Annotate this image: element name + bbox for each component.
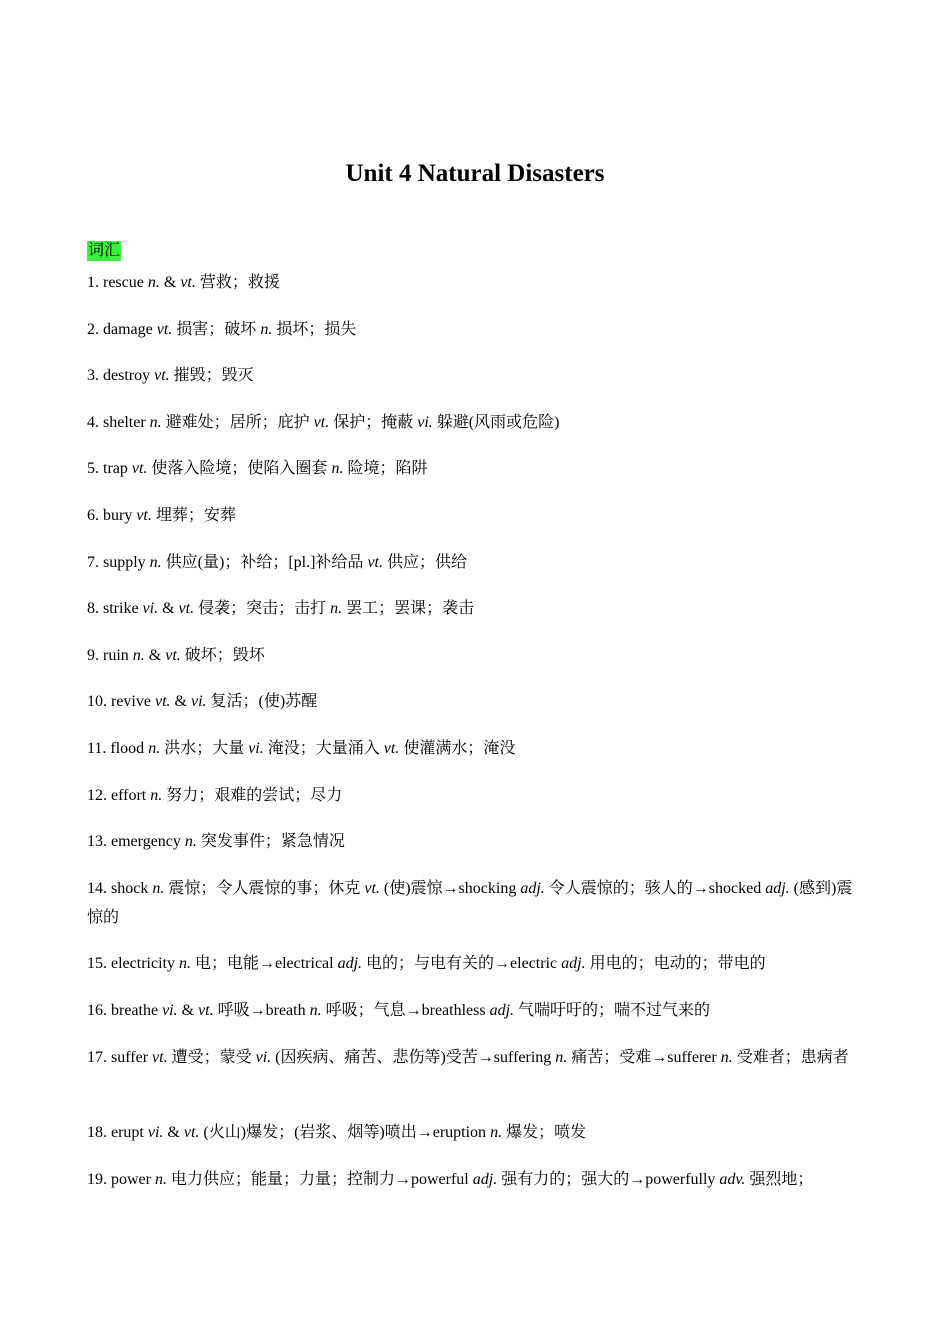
vocab-definition: vt. 损害；破坏 n. 损坏；损失	[156, 320, 357, 338]
page-title: Unit 4 Natural Disasters	[345, 160, 605, 187]
vocab-headword: 3. destroy	[87, 367, 155, 385]
vocab-headword: 11. flood	[87, 739, 149, 757]
vocab-entry	[87, 361, 867, 390]
vocab-entry	[87, 548, 867, 577]
vocab-entry	[87, 781, 867, 810]
vocab-definition: vt. 使落入险境；使陷入圈套 n. 险境；陷阱	[131, 460, 428, 478]
vocab-definition: n. 突发事件；紧急情况	[184, 833, 345, 851]
vocab-headword: 12. effort	[87, 786, 151, 804]
vocab-definition: n. & vt. 破坏；毁坏	[132, 646, 265, 664]
vocab-definition: n. 洪水；大量 vi. 淹没；大量涌入 vt. 使灌满水；淹没	[148, 739, 516, 757]
vocab-definition: vi. & vt. 侵袭；突击；击打 n. 罢工；罢课；袭击	[142, 600, 475, 618]
vocab-definition: vi. & vt. 呼吸→breath n. 呼吸；气息→breathless adj. 气喘吁吁的；喘不过气来的	[162, 1001, 711, 1019]
vocab-entry	[87, 594, 867, 623]
vocab-definition: n. 电；电能→electrical adj. 电的；与电有关的→electric adj. 用电的；电动的；带电的	[178, 955, 766, 973]
vocab-entry	[87, 996, 867, 1025]
vocab-definition: n. 努力；艰难的尝试；尽力	[150, 786, 343, 804]
vocab-definition: n. & vt. 营救；救援	[147, 274, 280, 291]
vocab-entry	[87, 408, 867, 437]
vocab-headword: 6. bury	[87, 506, 137, 524]
section-label-highlight: 词汇	[88, 242, 121, 259]
vocab-definition: n. 避难处；居所；庇护 vt. 保护；掩蔽 vi. 躲避(风雨或危险)	[149, 413, 560, 431]
vocab-entry	[87, 874, 867, 932]
vocab-entry	[87, 827, 867, 856]
vocab-headword: 7. supply	[87, 553, 150, 571]
vocab-entry	[87, 1118, 867, 1147]
vocab-definition: n. 震惊；令人震惊的事；休克 vt. (使)震惊→shocking adj. 令人震惊的；骇人的→shocked adj. (感到)震惊的	[87, 879, 853, 926]
vocab-headword: 16. breathe	[87, 1001, 163, 1019]
vocab-headword: 13. emergency	[87, 833, 185, 851]
vocab-definition: n. 供应(量)；补给；[pl.]补给品 vt. 供应；供给	[149, 553, 467, 571]
vocab-entry	[87, 501, 867, 530]
vocab-entry	[87, 1165, 867, 1194]
vocab-headword: 1. rescue	[87, 274, 148, 291]
vocab-headword: 10. revive	[87, 693, 155, 711]
vocab-definition: n. 电力供应；能量；力量；控制力→powerful adj. 强有力的；强大的→powerfully adv. 强烈地；	[154, 1170, 814, 1188]
vocab-headword: 18. erupt	[87, 1124, 148, 1142]
vocab-definition: vi. & vt. (火山)爆发；(岩浆、烟等)喷出→eruption n. 爆发；喷发	[147, 1124, 587, 1142]
vocab-headword: 15. electricity	[87, 955, 179, 973]
vocab-headword: 2. damage	[87, 320, 157, 338]
vocab-entry	[87, 687, 867, 716]
vocabulary-list	[87, 268, 867, 1211]
vocab-headword: 5. trap	[87, 460, 132, 478]
vocab-entry	[87, 641, 867, 670]
vocab-entry	[87, 734, 867, 763]
vocab-entry	[87, 454, 867, 483]
vocab-headword: 4. shelter	[87, 413, 150, 431]
vocab-headword: 9. ruin	[87, 646, 133, 664]
vocab-entry	[87, 949, 867, 978]
vocab-entry	[87, 315, 867, 344]
vocab-headword: 19. power	[87, 1170, 155, 1188]
vocab-definition: vt. 遭受；蒙受 vi. (因疾病、痛苦、悲伤等)受苦→suffering n. 痛苦；受难→sufferer n. 受难者；患病者	[152, 1048, 849, 1066]
vocab-headword: 17. suffer	[87, 1048, 153, 1066]
vocab-definition: vt. 埋葬；安葬	[136, 506, 236, 524]
vocab-headword: 14. shock	[87, 879, 153, 897]
vocab-definition: vt. & vi. 复活；(使)苏醒	[154, 693, 318, 711]
vocab-headword: 8. strike	[87, 600, 143, 618]
vocab-entry	[87, 1043, 867, 1101]
vocab-entry	[87, 268, 867, 297]
vocab-definition: vt. 摧毁；毁灭	[154, 367, 254, 385]
